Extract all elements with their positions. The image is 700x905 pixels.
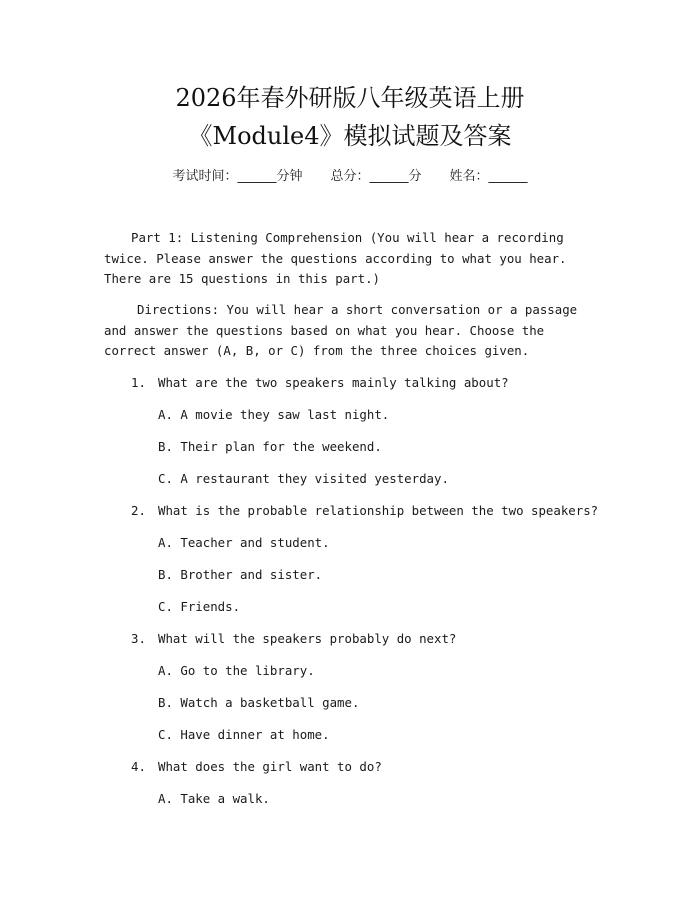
exam-time-field: 考试时间：______分钟: [172, 169, 303, 184]
option-a: A. A movie they saw last night.: [158, 407, 390, 422]
question-number: 3.: [131, 631, 146, 646]
question-number: 1.: [131, 375, 146, 390]
option-b: B. Their plan for the weekend.: [158, 439, 382, 454]
exam-info-row: [0, 167, 700, 187]
question-number: 4.: [131, 759, 146, 774]
exam-title-line1: 2026年春外研版八年级英语上册: [175, 84, 525, 112]
option-b: B. Brother and sister.: [158, 567, 323, 582]
option-b: B. Watch a basketball game.: [158, 695, 360, 710]
exam-name-field: 姓名：______: [449, 169, 528, 184]
exam-title-line2: 《Module4》模拟试题及答案: [188, 122, 512, 150]
question-number: 2.: [131, 503, 146, 518]
option-a: A. Go to the library.: [158, 663, 315, 678]
option-c: C. A restaurant they visited yesterday.: [158, 471, 449, 486]
option-a: A. Teacher and student.: [158, 535, 330, 550]
part1-directions: Directions: You will hear a short conversation or a passage and answer the questions based on what you hear. Choose the correct answer (A, B, or C) from the three choices given.: [104, 302, 578, 358]
exam-score-field: 总分：______分: [330, 169, 422, 184]
option-c: C. Have dinner at home.: [158, 727, 330, 742]
question-text: What are the two speakers mainly talking about?: [158, 375, 509, 390]
option-c: C. Friends.: [158, 599, 241, 614]
question-text: What does the girl want to do?: [158, 759, 382, 774]
question-text: What is the probable relationship between the two speakers?: [158, 503, 599, 518]
part1-intro: Part 1: Listening Comprehension (You will hear a recording twice. Please answer the questions according to what you hear. There are 15 questions in this part.): [104, 230, 567, 286]
option-a: A. Take a walk.: [158, 791, 270, 806]
question-text: What will the speakers probably do next?: [158, 631, 457, 646]
